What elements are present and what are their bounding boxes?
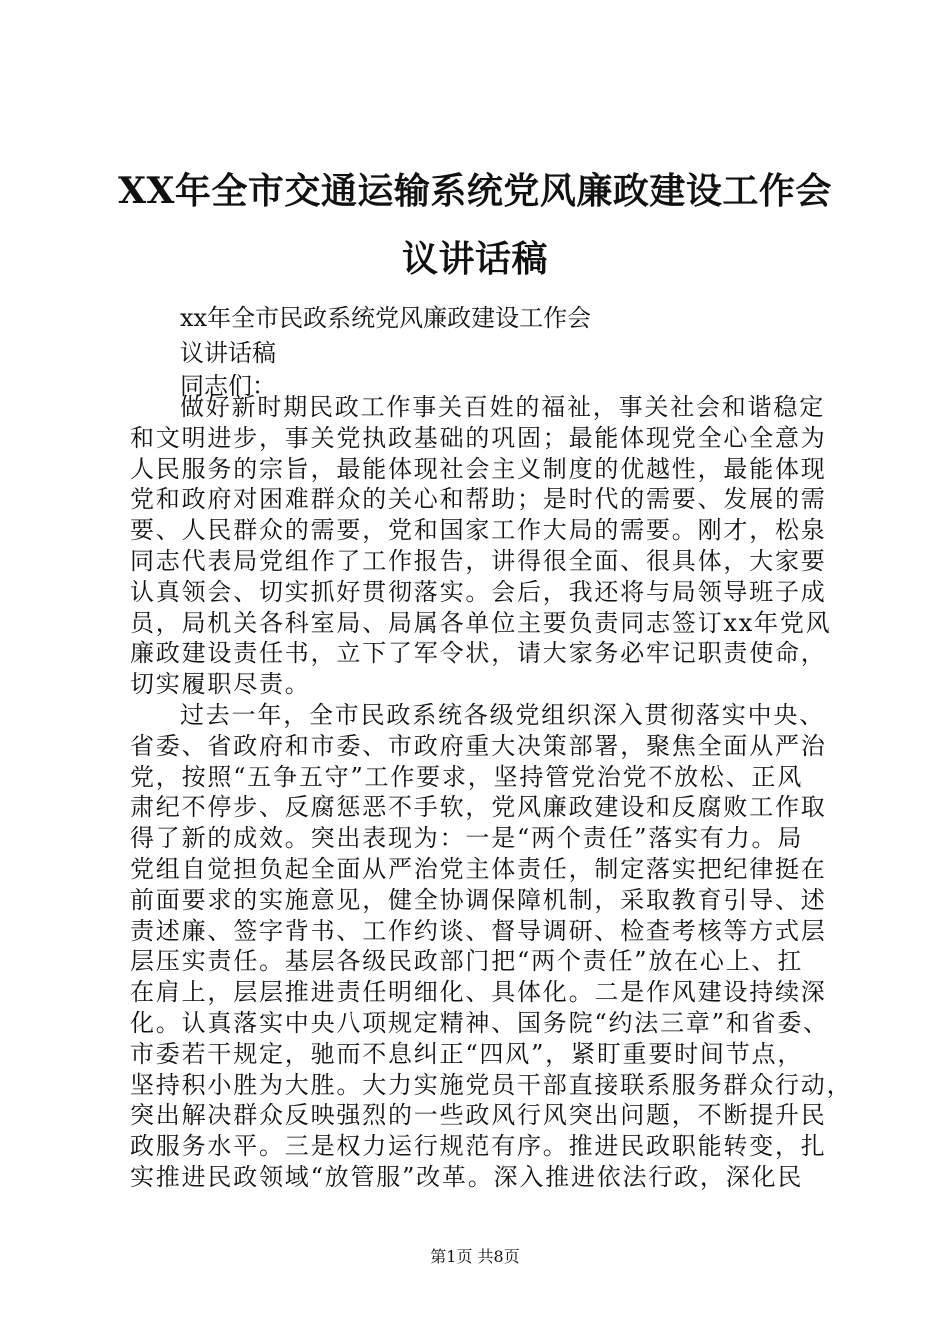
body-line: 前面要求的实施意见，健全协调保障机制，采取教育引导、述: [130, 885, 827, 914]
body-line: 同志代表局党组作了工作报告，讲得很全面、很具体，大家要: [130, 546, 827, 575]
body-line: 党，按照“五争五守”工作要求，坚持管党治党不放松、正风: [130, 762, 804, 791]
body-text: [130, 392, 853, 1193]
body-line: 廉政建设责任书，立下了军令状，请大家务必牢记职责使命，: [130, 639, 827, 668]
body-line: 突出解决群众反映强烈的一些政风行风突出问题，不断提升民: [130, 1101, 827, 1130]
body-line: 责述廉、签字背书、工作约谈、督导调研、检查考核等方式层: [130, 916, 827, 945]
body-line: 员，局机关各科室局、局属各单位主要负责同志签订xx年党风: [130, 608, 832, 637]
body-line: 人民服务的宗旨，最能体现社会主义制度的优越性，最能体现: [130, 454, 827, 483]
subtitle-line-2: 议讲话稿: [180, 339, 276, 367]
document-title-line-1: XX年全市交通运输系统党风廉政建设工作会: [118, 170, 832, 212]
salutation: 同志们：: [180, 372, 276, 400]
body-line: 党组自觉担负起全面从严治党主体责任，制定落实把纪律挺在: [130, 854, 827, 883]
body-line: 实推进民政领域“放管服”改革。深入推进依法行政，深化民: [130, 1162, 804, 1191]
body-line: 肃纪不停步、反腐惩恶不手软，党风廉政建设和反腐败工作取: [130, 793, 827, 822]
body-line: 党和政府对困难群众的关心和帮助；是时代的需要、发展的需: [130, 485, 827, 514]
body-line: 过去一年，全市民政系统各级党组织深入贯彻落实中央、: [180, 700, 825, 729]
body-line: 层压实责任。基层各级民政部门把“两个责任”放在心上、扛: [130, 947, 804, 976]
body-line: 认真领会、切实抓好贯彻落实。会后，我还将与局领导班子成: [130, 577, 827, 606]
body-line: 省委、省政府和市委、市政府重大决策部署，聚焦全面从严治: [130, 731, 827, 760]
body-line: 要、人民群众的需要，党和国家工作大局的需要。刚才，松泉: [130, 516, 827, 545]
document-title-line-2: 议讲话稿: [401, 238, 548, 280]
body-line: 政服务水平。三是权力运行规范有序。推进民政职能转变，扎: [130, 1132, 827, 1161]
body-line: 和文明进步，事关党执政基础的巩固；最能体现党全心全意为: [130, 423, 827, 452]
page-footer: 第1页 共8页: [430, 1247, 520, 1266]
body-line: 做好新时期民政工作事关百姓的福祉，事关社会和谐稳定: [180, 393, 825, 421]
body-line: 得了新的成效。突出表现为：一是“两个责任”落实有力。局: [130, 824, 804, 853]
body-line: 坚持积小胜为大胜。大力实施党员干部直接联系服务群众行动，: [130, 1070, 853, 1099]
subtitle-line-1: xx年全市民政系统党风廉政建设工作会: [180, 304, 592, 332]
body-line: 切实履职尽责。: [130, 670, 311, 699]
body-line: 化。认真落实中央八项规定精神、国务院“约法三章”和省委、: [130, 1008, 829, 1037]
body-line: 市委若干规定，驰而不息纠正“四风”，紧盯重要时间节点，: [130, 1039, 804, 1068]
body-line: 在肩上，层层推进责任明细化、具体化。二是作风建设持续深: [130, 978, 827, 1007]
